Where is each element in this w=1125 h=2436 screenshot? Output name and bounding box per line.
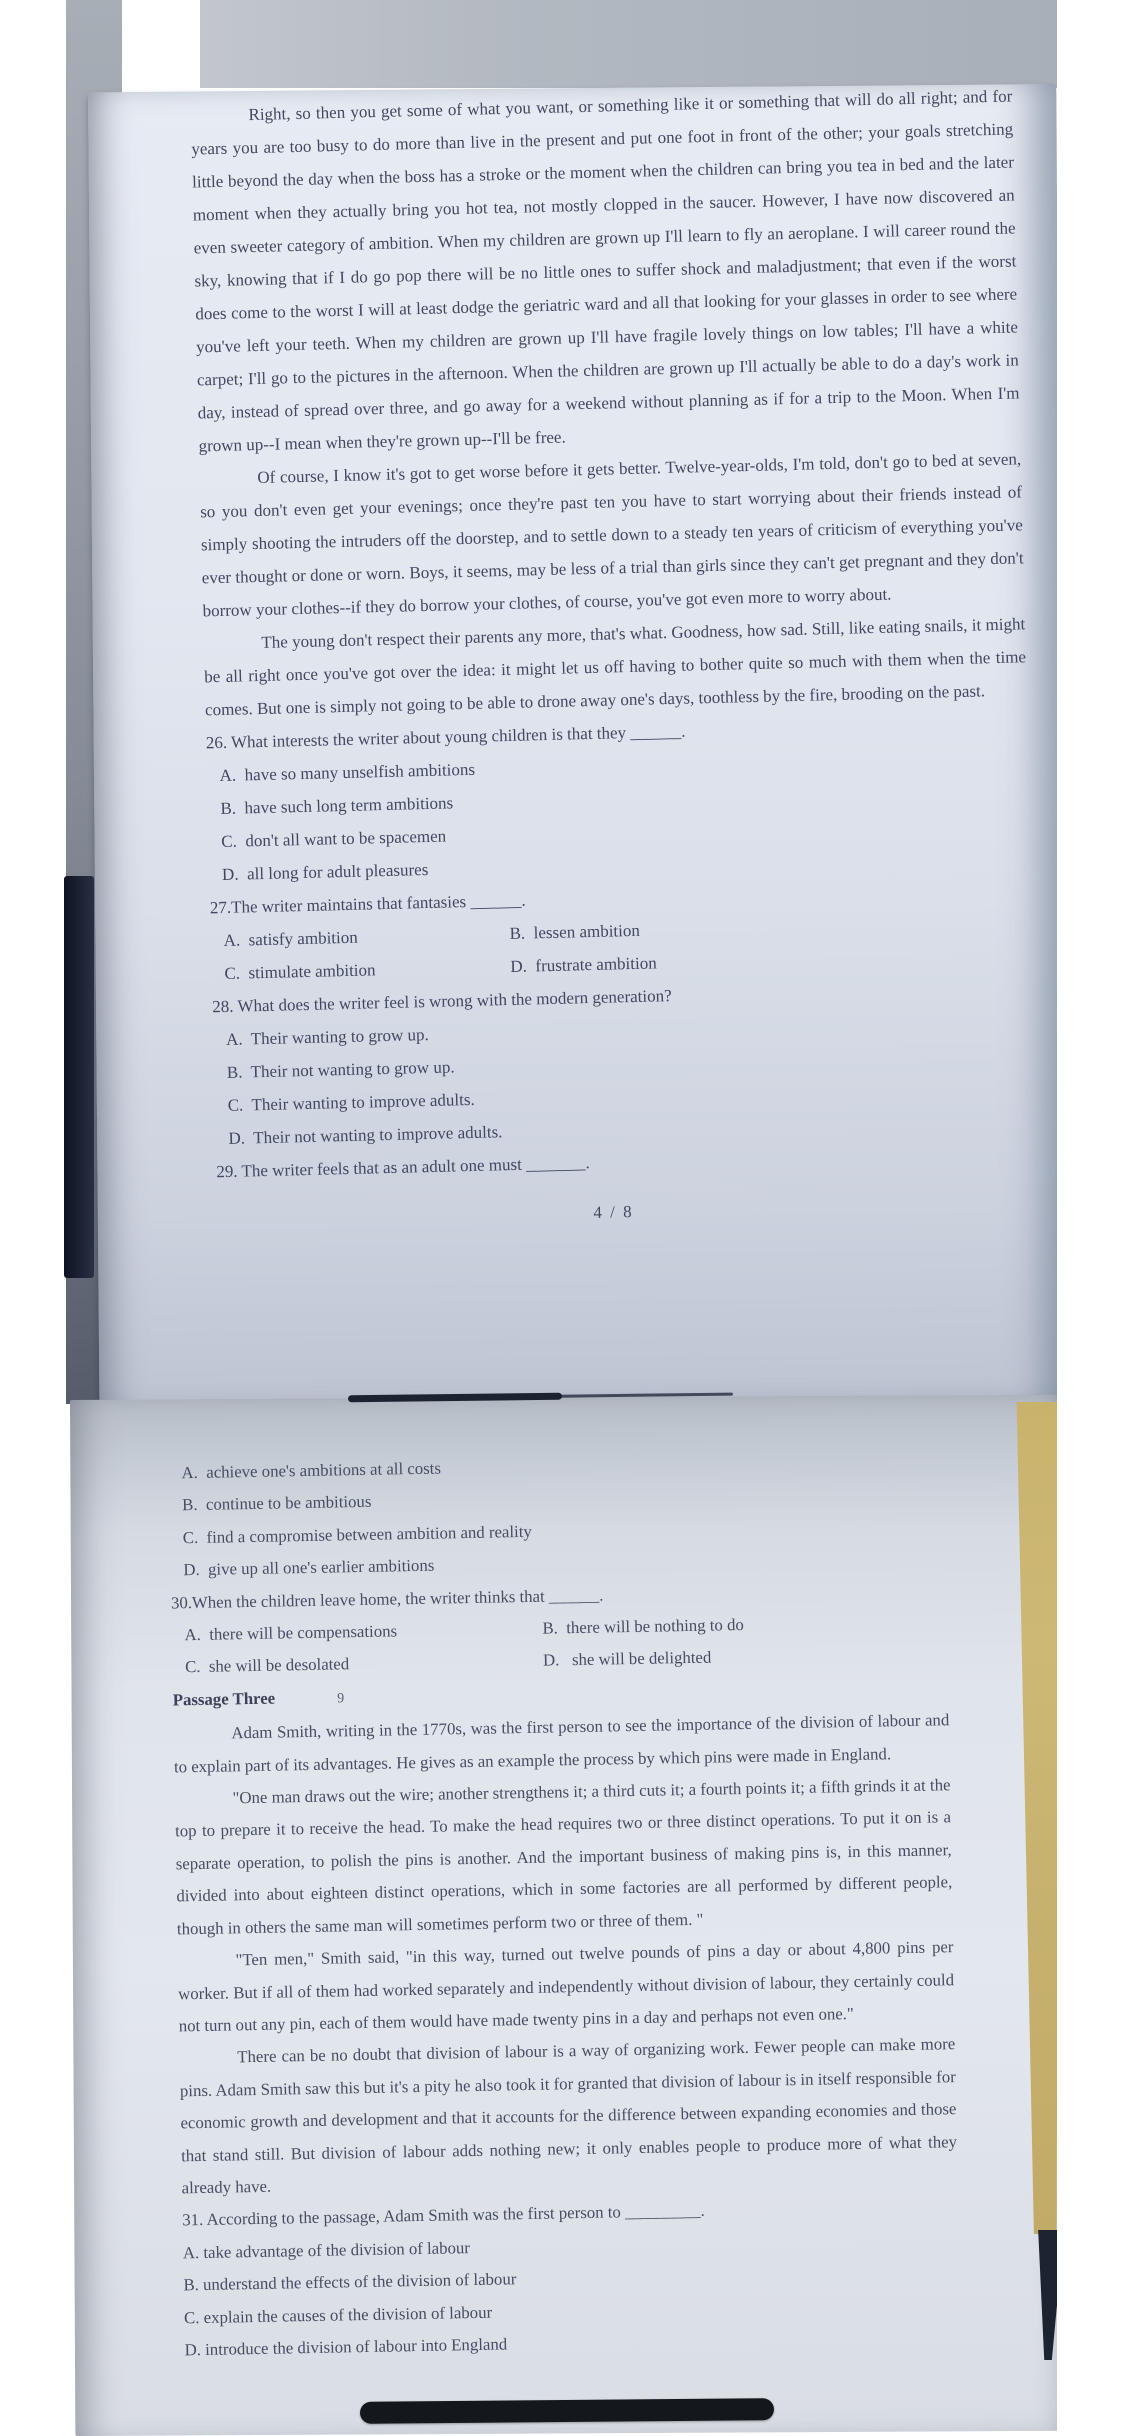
question-31-option-c: C. explain the causes of the division of labour [183,2302,493,2327]
question-30-option-b: B. there will be nothing to do [542,1615,744,1638]
question-28-option-c: C. Their wanting to improve adults. [227,1089,475,1115]
page-1-paragraph-2: Of course, I know it's got to get worse before it gets better. Twelve-year-olds, I'm told, don't go to bed at seven, so you don't even get your evenings; once they're past ten you have to start worrying about their friends instead of simply shooting the intruders off the doorstep, and to settle down to a steady ten years of criticism of everything you've ever thought or done or worn. Boys, it seems, may be less of a trial than girls since they can't get pregnant and they don't borrow your clothes--if they do borrow your clothes, of course, you've got even more to worry about. [199,449,1024,621]
question-26-option-c: C. don't all want to be spacemen [221,826,447,852]
question-29-option-c: C. find a compromise between ambition and reality [182,1521,532,1548]
question-27-stem: 27.The writer maintains that fantasies ______. [209,890,526,918]
right-background-white [1057,0,1125,2436]
question-31-option-d: D. introduce the division of labour into England [184,2334,508,2360]
page-number: 4 / 8 [593,1202,634,1223]
exam-page-1 [88,84,1067,1408]
passage-three-title: Passage Three [172,1688,276,1710]
question-26-option-b: B. have such long term ambitions [220,793,454,819]
question-31-option-a: A. take advantage of the division of labour [182,2237,471,2263]
question-29-stem: 29. The writer feels that as an adult one must _______. [216,1153,591,1182]
question-27-option-a: A. satisfy ambition [223,927,358,950]
question-30-option-a: A. there will be compensations [184,1621,398,1645]
question-31-stem: 31. According to the passage, Adam Smith was the first person to _________. [182,2201,705,2230]
question-27-option-c: C. stimulate ambition [224,960,376,983]
question-30-option-d: D. she will be delighted [542,1648,712,1671]
question-28-option-a: A. Their wanting to grow up. [225,1025,429,1049]
exam-page-2 [70,1395,1067,2436]
question-27-option-b: B. lessen ambition [509,920,641,943]
question-29-option-d: D. give up all one's earlier ambitions [183,1555,435,1580]
question-28-option-d: D. Their not wanting to improve adults. [228,1122,503,1148]
page-2-text-block [168,1443,961,2366]
redaction-marker-bar [360,2398,774,2424]
page-1-paragraph-3: The young don't respect their parents any more, that's what. Goodness, how sad. Still, like eating snails, it might be all right once you've got over the idea: it might let us off having to bother quite so much with them when the time comes. But one is simply not going to be able to drone away one's days, toothless by the fire, brooding on the past. [203,614,1027,720]
question-30-stem: 30.When the children leave home, the writer thinks that ______. [170,1585,604,1613]
passage-three-paragraph-3: "Ten men," Smith said, "in this way, turned out twelve pounds of pins a day or about 4,800 pins per worker. But if all of them had worked separately and independently without division of labour, they certainly could not turn out any pin, each of them would have made twenty pins in a day and perhaps not even one." [177,1937,955,2036]
stray-print-mark: 9 [337,1691,345,1707]
book-spine [64,876,94,1278]
question-28-stem: 28. What does the writer feel is wrong with the modern generation? [212,986,672,1017]
top-background-band [200,0,1060,88]
question-29-option-a: A. achieve one's ambitions at all costs [181,1458,442,1483]
question-26-option-d: D. all long for adult pleasures [221,859,429,885]
question-27-option-d: D. frustrate ambition [510,953,657,976]
question-28-option-b: B. Their not wanting to grow up. [226,1057,455,1082]
passage-three-paragraph-1: Adam Smith, writing in the 1770s, was the first person to see the importance of the division of labour and to explain part of its advantages. He gives as an example the process by which pins were made in England. [173,1710,950,1777]
page-1-text-block [190,79,1040,1238]
passage-three-paragraph-2: "One man draws out the wire; another strengthens it; a third cuts it; a fourth points it; a fifth grinds it at the top to prepare it to receive the head. To make the head requires two or three distinct operations. To put it on is a separate operation, to polish the pins is another. And the important business of making pins is, in this manner, divided into about eighteen distinct operations, which in some factories are all performed by different people, though in others the same man will sometimes perform two or three of them. " [174,1775,953,1939]
question-29-option-b: B. continue to be ambitious [182,1492,372,1515]
passage-three-paragraph-4: There can be no doubt that division of labour is a way of organizing work. Fewer people can make more pins. Adam Smith saw this but it's a pity he also took it for granted that division of labour is in itself responsible for economic growth and development and that it accounts for the difference between expanding economies and those that stand still. But division of labour adds nothing new; it only enables people to produce more of what they already have. [179,2034,958,2198]
question-26-option-a: A. have so many unselfish ambitions [219,759,476,786]
question-31-option-b: B. understand the effects of the division of labour [183,2269,517,2295]
page-1-paragraph-1: Right, so then you get some of what you want, or something like it or something that will do all right; and for years you are too busy to do more than live in the present and put one foot in front of the other; your goals stretching little beyond the day when the boss has a stroke or the moment when the children can bring you tea in bed and the later moment when they actually bring you hot tea, not mostly clopped in the saucer. However, I have now discovered an even sweeter category of ambition. When my children are grown up I'll learn to fly an aeroplane. I will career round the sky, knowing that if I do go pop there will be no little ones to suffer shock and maladjustment; that even if the worst does come to the worst I will at least dodge the geriatric ward and all that looking for your glasses in order to see where you've left your teeth. When my children are grown up I'll have fragile lovely things on low tables; I'll have a white carpet; I'll go to the pictures in the afternoon. When the children are grown up I'll actually be able to do a day's work in day, instead of spread over three, and go away for a weekend without planning as if for a trip to the Moon. When I'm grown up--I mean when they're grown up--I'll be free. [191,86,1020,456]
question-30-option-c: C. she will be desolated [184,1654,350,1677]
question-26-stem: 26. What interests the writer about young children is that they ______. [205,721,686,753]
